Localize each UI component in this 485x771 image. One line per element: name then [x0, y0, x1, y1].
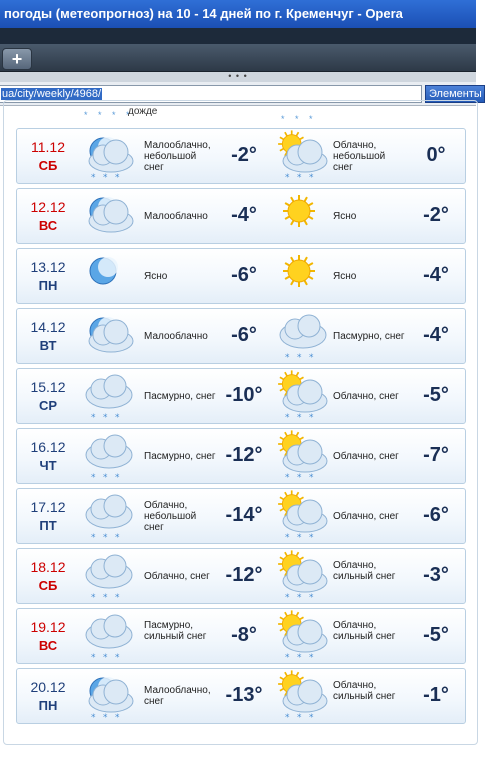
svg-text:*: * [103, 173, 108, 183]
svg-text:*: * [91, 533, 96, 543]
forecast-day-of-week: ПТ [39, 518, 57, 533]
svg-text:*: * [115, 713, 120, 723]
forecast-date: 20.12 [30, 679, 66, 695]
svg-text:*: * [91, 713, 96, 723]
day-temperature: -14° [225, 504, 263, 526]
svg-text:*: * [309, 653, 314, 663]
svg-text:*: * [91, 173, 96, 183]
svg-text:*: * [285, 533, 290, 543]
svg-text:*: * [103, 533, 108, 543]
cloud-snow-icon [83, 491, 137, 541]
svg-text:*: * [103, 653, 108, 663]
forecast-date: 16.12 [30, 439, 66, 455]
day-description: Малооблачно [144, 331, 208, 342]
tab-bar [0, 44, 476, 72]
svg-text:*: * [103, 413, 108, 423]
night-description: Пасмурно, снег [333, 331, 405, 342]
night-temperature: -4° [423, 324, 449, 346]
svg-text:*: * [309, 353, 314, 363]
night-temperature: -3° [423, 564, 449, 586]
forecast-date: 13.12 [30, 259, 66, 275]
forecast-date: 17.12 [30, 499, 66, 515]
night-description: Облачно, сильный снег [333, 680, 396, 702]
day-description: Малооблачно, небольшой снег [144, 140, 211, 173]
svg-text:*: * [297, 533, 302, 543]
forecast-row [16, 608, 466, 664]
night-temperature: 0° [426, 144, 446, 166]
svg-text:*: * [309, 413, 314, 423]
sun-cloud-snow-icon [277, 611, 331, 661]
new-tab-button[interactable]: + [2, 48, 32, 70]
partial-row-text: дожде [128, 106, 158, 117]
day-description: Ясно [144, 271, 168, 282]
day-temperature: -8° [231, 624, 257, 646]
night-description: Облачно, сильный снег [333, 620, 396, 642]
day-temperature: -2° [231, 144, 257, 166]
sun-cloud-snow-icon [277, 671, 331, 721]
svg-text:*: * [309, 713, 314, 723]
sun-cloud-snow-icon [277, 131, 331, 181]
panel-resize-grip[interactable]: • • • [0, 72, 476, 82]
day-temperature: -6° [231, 264, 257, 286]
svg-text:*: * [309, 593, 314, 603]
night-temperature: -4° [423, 264, 449, 286]
svg-text:*: * [285, 653, 290, 663]
day-description: Пасмурно, сильный снег [144, 620, 207, 642]
forecast-row [16, 668, 466, 724]
menu-strip [0, 28, 476, 44]
sun-cloud-snow-icon [277, 551, 331, 601]
svg-text:*: * [115, 653, 120, 663]
forecast-row [16, 368, 466, 424]
svg-text:*: * [103, 473, 108, 483]
svg-text:*: * [297, 713, 302, 723]
forecast-day-of-week: СБ [38, 158, 58, 173]
moon-cloud-icon [83, 191, 137, 241]
svg-text:*: * [91, 413, 96, 423]
day-temperature: -6° [231, 324, 257, 346]
svg-text:*: * [285, 593, 290, 603]
day-description: Пасмурно, снег [144, 451, 216, 462]
svg-text:*: * [297, 653, 302, 663]
cloud-snow-icon [277, 311, 331, 361]
forecast-row [16, 128, 466, 184]
cloud-snow-icon [83, 551, 137, 601]
day-description: Облачно, небольшой снег [144, 500, 197, 533]
svg-text:*: * [91, 593, 96, 603]
svg-text:*: * [309, 533, 314, 543]
forecast-day-of-week: ВС [38, 638, 58, 653]
svg-text:*: * [115, 413, 120, 423]
moon-cloud-icon [83, 311, 137, 361]
night-description: Облачно, снег [333, 391, 399, 402]
day-description: Малооблачно [144, 211, 208, 222]
sun-icon [277, 251, 331, 301]
day-temperature: -10° [225, 384, 263, 406]
cloud-snow-icon [83, 431, 137, 481]
moon-icon [83, 251, 137, 301]
forecast-day-of-week: СР [38, 398, 58, 413]
night-temperature: -1° [423, 684, 449, 706]
night-description: Облачно, снег [333, 451, 399, 462]
moon-cloud-snow-icon [83, 671, 137, 721]
forecast-day-of-week: ПН [38, 278, 58, 293]
snow-dots-icon: * * * [281, 114, 317, 124]
night-description: Облачно, небольшой снег [333, 140, 386, 173]
address-url: ua/city/weekly/4968/ [2, 88, 102, 100]
forecast-day-of-week: СБ [38, 578, 58, 593]
cloud-snow-icon [83, 611, 137, 661]
day-temperature: -12° [225, 444, 263, 466]
forecast-row [16, 248, 466, 304]
day-temperature: -13° [225, 684, 263, 706]
svg-text:*: * [91, 473, 96, 483]
night-temperature: -5° [423, 624, 449, 646]
forecast-date: 19.12 [30, 619, 66, 635]
forecast-day-of-week: ВТ [39, 338, 57, 353]
night-temperature: -5° [423, 384, 449, 406]
sun-cloud-snow-icon [277, 371, 331, 421]
svg-text:*: * [297, 413, 302, 423]
night-description: Облачно, снег [333, 511, 399, 522]
night-temperature: -7° [423, 444, 449, 466]
forecast-day-of-week: ЧТ [39, 458, 57, 473]
forecast-date: 12.12 [30, 199, 66, 215]
forecast-date: 15.12 [30, 379, 66, 395]
forecast-row [16, 548, 466, 604]
forecast-date: 11.12 [31, 139, 65, 155]
night-description: Облачно, сильный снег [333, 560, 396, 582]
forecast-row [16, 428, 466, 484]
svg-text:*: * [297, 173, 302, 183]
forecast-row [16, 488, 466, 544]
sun-icon [277, 191, 331, 241]
elements-button[interactable]: Элементы [425, 85, 485, 103]
day-description: Облачно, снег [144, 571, 210, 582]
sun-cloud-snow-icon [277, 431, 331, 481]
svg-text:*: * [103, 593, 108, 603]
day-temperature: -12° [225, 564, 263, 586]
day-description: Малооблачно, снег [144, 685, 211, 707]
svg-text:*: * [285, 353, 290, 363]
sun-cloud-snow-icon [277, 491, 331, 541]
svg-text:*: * [285, 473, 290, 483]
svg-text:*: * [115, 593, 120, 603]
svg-text:*: * [91, 653, 96, 663]
svg-text:*: * [285, 413, 290, 423]
window-title: погоды (метеопрогноз) на 10 - 14 дней по г. Кременчуг - Opera [4, 6, 403, 21]
forecast-day-of-week: ПН [38, 698, 58, 713]
cloud-snow-icon [83, 371, 137, 421]
forecast-content [0, 106, 476, 771]
svg-text:*: * [285, 173, 290, 183]
svg-text:*: * [115, 533, 120, 543]
svg-text:*: * [115, 173, 120, 183]
day-temperature: -4° [231, 204, 257, 226]
night-temperature: -2° [423, 204, 449, 226]
moon-cloud-snow-icon [83, 131, 137, 181]
night-description: Ясно [333, 271, 357, 282]
snow-dots-icon: * * * * [84, 110, 134, 120]
svg-text:*: * [297, 353, 302, 363]
night-temperature: -6° [423, 504, 449, 526]
forecast-date: 18.12 [30, 559, 66, 575]
svg-text:*: * [309, 173, 314, 183]
svg-text:*: * [115, 473, 120, 483]
window-title-bar[interactable] [0, 0, 476, 28]
forecast-date: 14.12 [30, 319, 66, 335]
svg-text:*: * [297, 593, 302, 603]
forecast-day-of-week: ВС [38, 218, 58, 233]
svg-text:*: * [285, 713, 290, 723]
forecast-row [16, 308, 466, 364]
svg-text:*: * [309, 473, 314, 483]
svg-text:*: * [297, 473, 302, 483]
forecast-row [16, 188, 466, 244]
svg-text:*: * [103, 713, 108, 723]
day-description: Пасмурно, снег [144, 391, 216, 402]
night-description: Ясно [333, 211, 357, 222]
